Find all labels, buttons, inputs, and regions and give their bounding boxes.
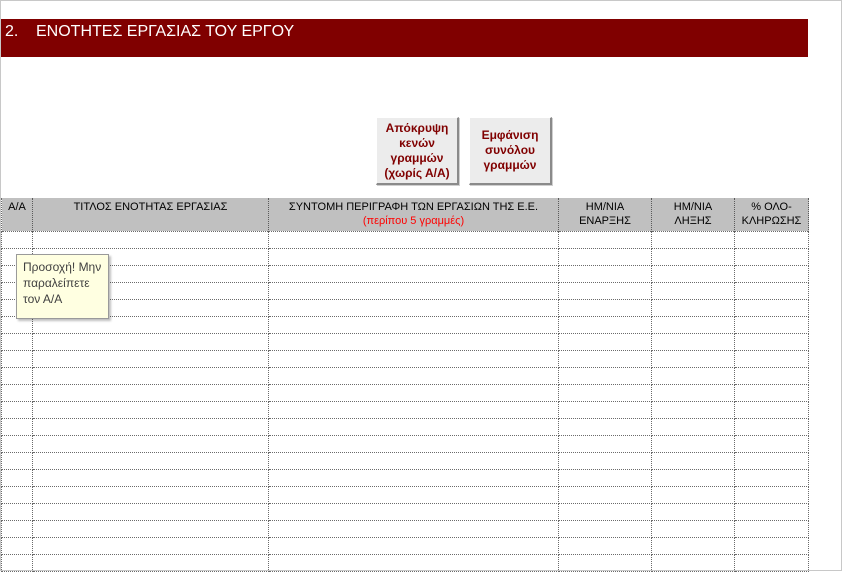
table-cell[interactable]	[652, 350, 735, 367]
col-header-title-label: ΤΙΤΛΟΣ ΕΝΟΤΗΤΑΣ ΕΡΓΑΣΙΑΣ	[73, 201, 228, 213]
table-cell[interactable]	[559, 537, 652, 554]
table-cell[interactable]	[2, 333, 33, 350]
table-cell[interactable]	[559, 554, 652, 571]
table-cell[interactable]	[735, 537, 809, 554]
section-title: ΕΝΟΤΗΤΕΣ ΕΡΓΑΣΙΑΣ ΤΟΥ ΕΡΓΟΥ	[36, 23, 295, 40]
table-cell[interactable]	[33, 367, 269, 384]
table-cell[interactable]	[735, 265, 809, 282]
table-cell[interactable]	[559, 333, 652, 350]
table-cell[interactable]	[33, 333, 269, 350]
table-cell[interactable]	[2, 486, 33, 503]
table-row	[2, 316, 809, 333]
table-cell[interactable]	[559, 435, 652, 452]
table-cell[interactable]	[559, 282, 652, 299]
table-header-row	[2, 198, 809, 231]
table-cell[interactable]	[2, 231, 33, 248]
col-header-completion-label: % ΟΛΟ- ΚΛΗΡΩΣΗΣ	[741, 201, 802, 227]
table-cell[interactable]	[559, 384, 652, 401]
table-cell[interactable]	[735, 282, 809, 299]
table-cell[interactable]	[33, 537, 269, 554]
table-cell[interactable]	[269, 469, 559, 486]
col-header-description	[269, 198, 559, 231]
table-cell[interactable]	[652, 486, 735, 503]
table-cell[interactable]	[735, 384, 809, 401]
table-cell[interactable]	[2, 452, 33, 469]
table-cell[interactable]	[269, 265, 559, 282]
table-cell[interactable]	[652, 537, 735, 554]
table-cell[interactable]	[33, 401, 269, 418]
table-row	[2, 299, 809, 316]
table-cell[interactable]	[559, 401, 652, 418]
table-cell[interactable]	[2, 435, 33, 452]
col-header-aa	[2, 198, 33, 231]
table-cell[interactable]	[269, 401, 559, 418]
col-header-title	[33, 198, 269, 231]
table-cell[interactable]	[269, 486, 559, 503]
table-row	[2, 231, 809, 248]
table-cell[interactable]	[33, 452, 269, 469]
table-cell[interactable]	[2, 384, 33, 401]
col-header-start-date	[559, 198, 652, 231]
table-cell[interactable]	[559, 367, 652, 384]
table-cell[interactable]	[652, 231, 735, 248]
table-cell[interactable]	[269, 350, 559, 367]
table-body	[2, 231, 809, 571]
table-cell[interactable]	[2, 520, 33, 537]
table-cell[interactable]	[2, 418, 33, 435]
table-cell[interactable]	[269, 435, 559, 452]
table-cell[interactable]	[735, 367, 809, 384]
table-cell[interactable]	[2, 554, 33, 571]
table-cell[interactable]	[559, 299, 652, 316]
table-row	[2, 282, 809, 299]
table-cell[interactable]	[735, 401, 809, 418]
table-cell[interactable]	[33, 418, 269, 435]
table-cell[interactable]	[33, 231, 269, 248]
table-cell[interactable]	[652, 384, 735, 401]
table-cell[interactable]	[269, 333, 559, 350]
table-cell[interactable]	[2, 350, 33, 367]
table-row	[2, 486, 809, 503]
col-header-end-date	[652, 198, 735, 231]
table-cell[interactable]	[735, 486, 809, 503]
table-cell[interactable]	[735, 316, 809, 333]
table-cell[interactable]	[652, 452, 735, 469]
table-row	[2, 520, 809, 537]
table-cell[interactable]	[735, 520, 809, 537]
table-cell[interactable]	[2, 503, 33, 520]
hide-empty-rows-button[interactable]: Απόκρυψη κενών γραμμών (χωρίς Α/Α)	[376, 117, 459, 185]
table-cell[interactable]	[735, 418, 809, 435]
table-cell[interactable]	[652, 333, 735, 350]
table-row	[2, 350, 809, 367]
table-cell[interactable]	[559, 520, 652, 537]
table-cell[interactable]	[33, 503, 269, 520]
table-row	[2, 418, 809, 435]
table-cell[interactable]	[735, 248, 809, 265]
table-cell[interactable]	[735, 503, 809, 520]
table-cell[interactable]	[559, 248, 652, 265]
table-cell[interactable]	[735, 299, 809, 316]
table-cell[interactable]	[269, 367, 559, 384]
comment-note: Προσοχή! Μην παραλείπετε τον Α/Α	[16, 254, 109, 319]
table-cell[interactable]	[269, 554, 559, 571]
table-cell[interactable]	[652, 401, 735, 418]
col-header-start-date-label: ΗΜ/ΝΙΑ ΕΝΑΡΞΗΣ	[579, 201, 631, 227]
table-cell[interactable]	[652, 435, 735, 452]
table-cell[interactable]	[735, 333, 809, 350]
table-cell[interactable]	[33, 469, 269, 486]
table-row	[2, 452, 809, 469]
table-cell[interactable]	[269, 520, 559, 537]
table-cell[interactable]	[652, 265, 735, 282]
table-row	[2, 248, 809, 265]
table-row	[2, 401, 809, 418]
section-number: 2.	[5, 23, 19, 40]
table-cell[interactable]	[33, 554, 269, 571]
table-cell[interactable]	[559, 350, 652, 367]
table-cell[interactable]	[269, 384, 559, 401]
table-cell[interactable]	[559, 418, 652, 435]
col-header-description-note: (περίπου 5 γραμμές)	[362, 215, 465, 227]
table-cell[interactable]	[652, 418, 735, 435]
table-cell[interactable]	[652, 282, 735, 299]
table-cell[interactable]	[2, 367, 33, 384]
col-header-end-date-label: ΗΜ/ΝΙΑ ΛΗΞΗΣ	[673, 201, 713, 227]
table-cell[interactable]	[559, 469, 652, 486]
table-cell[interactable]	[33, 384, 269, 401]
table-cell[interactable]	[652, 367, 735, 384]
table-cell[interactable]	[269, 503, 559, 520]
table-cell[interactable]	[559, 452, 652, 469]
col-header-description-label: ΣΥΝΤΟΜΗ ΠΕΡΙΓΡΑΦΗ ΤΩΝ ΕΡΓΑΣΙΩΝ ΤΗΣ Ε.Ε.	[288, 201, 539, 213]
table-cell[interactable]	[33, 520, 269, 537]
table-cell[interactable]	[2, 401, 33, 418]
table-row	[2, 333, 809, 350]
table-cell[interactable]	[735, 350, 809, 367]
table-cell[interactable]	[652, 520, 735, 537]
table-row	[2, 503, 809, 520]
table-row	[2, 367, 809, 384]
table-cell[interactable]	[559, 231, 652, 248]
table-cell[interactable]	[269, 299, 559, 316]
table-cell[interactable]	[33, 350, 269, 367]
table-cell[interactable]	[33, 486, 269, 503]
table-cell[interactable]	[559, 316, 652, 333]
table-cell[interactable]	[269, 282, 559, 299]
table-row	[2, 265, 809, 282]
table-cell[interactable]	[2, 537, 33, 554]
table-row	[2, 469, 809, 486]
table-cell[interactable]	[269, 418, 559, 435]
table-cell[interactable]	[652, 316, 735, 333]
table-row	[2, 554, 809, 571]
table-cell[interactable]	[652, 503, 735, 520]
table-cell[interactable]	[652, 554, 735, 571]
table-cell[interactable]	[735, 435, 809, 452]
work-packages-table	[1, 198, 809, 572]
table-cell[interactable]	[269, 248, 559, 265]
table-row	[2, 537, 809, 554]
table-cell[interactable]	[559, 503, 652, 520]
table-cell[interactable]	[652, 299, 735, 316]
table-cell[interactable]	[559, 265, 652, 282]
table-cell[interactable]	[735, 469, 809, 486]
section-header	[1, 19, 808, 57]
table-row	[2, 435, 809, 452]
table-cell[interactable]	[2, 469, 33, 486]
table-cell[interactable]	[652, 248, 735, 265]
table-row	[2, 384, 809, 401]
table-cell[interactable]	[269, 316, 559, 333]
table-cell[interactable]	[269, 231, 559, 248]
table-cell[interactable]	[33, 435, 269, 452]
col-header-aa-label: Α/Α	[8, 201, 26, 213]
col-header-completion	[735, 198, 809, 231]
table-cell[interactable]	[559, 486, 652, 503]
table-cell[interactable]	[269, 537, 559, 554]
table-cell[interactable]	[269, 452, 559, 469]
table-cell[interactable]	[735, 554, 809, 571]
show-all-rows-button[interactable]: Εμφάνιση συνόλου γραμμών	[469, 117, 552, 185]
table-cell[interactable]	[652, 469, 735, 486]
table-cell[interactable]	[735, 231, 809, 248]
table-cell[interactable]	[735, 452, 809, 469]
